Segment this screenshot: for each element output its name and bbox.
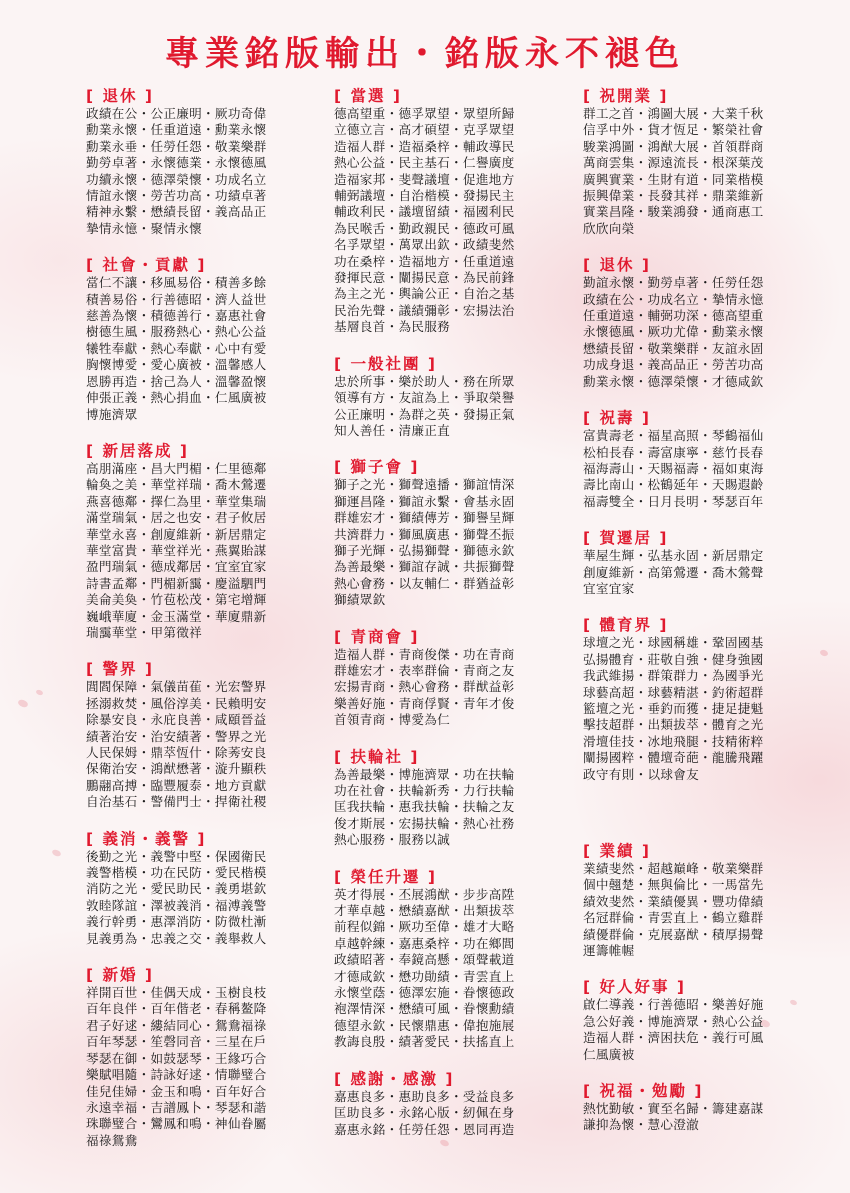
phrase-line: 樂善好施・青商俘賢・青年才俊 — [334, 695, 515, 711]
phrase-line: 教誨良殷・績著愛民・扶搖直上 — [334, 1034, 515, 1050]
phrase-section — [86, 86, 331, 237]
phrase-line: 勳業永懷・德澤榮懷・才德咸欽 — [583, 373, 764, 389]
phrase-line: 領導有方・友誼為上・爭取榮譽 — [334, 390, 515, 406]
phrase-list — [583, 548, 828, 597]
phrase-line: 懋績長留・敬業樂群・友誼永固 — [583, 340, 764, 356]
phrase-line: 運籌帷幄 — [583, 943, 635, 959]
phrase-line: 球藝高超・球藝精湛・釣術超群 — [583, 684, 764, 700]
section-title: [ 義消・義警 ] — [86, 829, 207, 848]
phrase-line: 百年琴瑟・笙磬同音・三星在戶 — [86, 1034, 267, 1050]
phrase-list — [334, 106, 579, 336]
phrase-line: 後勤之光・義警中堅・保國衛民 — [86, 848, 267, 864]
phrase-line: 仁風廣被 — [583, 1046, 635, 1062]
section-title: [ 社會・貢獻 ] — [86, 256, 207, 275]
phrase-section — [583, 841, 828, 959]
phrase-line: 勤誼永懷・勤勞卓著・任勞任怨 — [583, 275, 764, 291]
phrase-line: 任重道遠・輔弼功深・德高望重 — [583, 308, 764, 324]
section-title: [ 體育界 ] — [583, 616, 669, 635]
phrase-line: 人民保姆・鼎萃恆什・除莠安良 — [86, 745, 267, 760]
phrase-section — [334, 867, 579, 1051]
phrase-line: 匡我扶輪・惠我扶輪・扶輪之友 — [334, 799, 515, 815]
phrase-line: 永懷堂蔭・德澤宏施・眷懷德政 — [334, 985, 515, 1001]
phrase-line: 績效斐然・業績優異・豐功偉績 — [583, 893, 764, 909]
phrase-line: 巍峨華廈・金玉滿堂・華廈鼎新 — [86, 608, 267, 624]
phrase-line: 匡助良多・永銘心版・紉佩在身 — [334, 1105, 515, 1121]
section-title: [ 新婚 ] — [86, 966, 154, 985]
phrase-line: 敦睦隊誼・澤被義消・福溥義警 — [86, 897, 267, 913]
section-title: [ 警界 ] — [86, 660, 154, 679]
phrase-line: 珠聯璧合・鸞鳳和鳴・神仙眷屬 — [86, 1116, 267, 1132]
phrase-line: 華堂富貴・華堂祥光・燕翼貽謀 — [86, 542, 267, 558]
phrase-line: 政績在公・功成名立・摯情永憶 — [583, 291, 764, 307]
phrase-line: 壽比南山・松鶴延年・天賜遐齡 — [583, 477, 764, 493]
phrase-list — [334, 647, 579, 729]
phrase-line: 熱心公益・民主基石・仁譽廣度 — [334, 155, 515, 171]
phrase-line: 滿堂瑞氣・居之也安・君子攸居 — [86, 510, 267, 526]
phrase-line: 嘉惠良多・惠助良多・受益良多 — [334, 1088, 515, 1104]
phrase-line: 為善最樂・博施濟眾・功在扶輪 — [334, 766, 515, 782]
phrase-line: 自治基石・警備門士・捍衛社稷 — [86, 794, 267, 810]
phrase-line: 政守有則・以球會友 — [583, 766, 700, 782]
phrase-list — [583, 635, 828, 783]
phrase-line: 當仁不讓・移風易俗・積善多餘 — [86, 275, 267, 291]
section-title: [ 一般社團 ] — [334, 354, 437, 373]
phrase-line: 德望永欽・民懷鼎惠・偉抱施展 — [334, 1017, 515, 1033]
phrase-line: 立德立言・高才碩望・克孚眾望 — [334, 122, 515, 138]
phrase-section — [334, 1069, 579, 1138]
phrase-section — [583, 255, 828, 390]
phrase-line: 造福人群・濟困扶危・義行可風 — [583, 1030, 764, 1046]
section-title: [ 好人好事 ] — [583, 978, 686, 997]
section-title: [ 感謝・感激 ] — [334, 1069, 455, 1088]
section-title: [ 退休 ] — [583, 256, 651, 275]
phrase-line: 群雄宏才・獅績傳芳・獅譽呈輝 — [334, 510, 515, 526]
phrase-line: 功在桑梓・造福地方・任重道遠 — [334, 253, 515, 269]
section-title: [ 新居落成 ] — [86, 441, 189, 460]
phrase-line: 名冠群倫・青雲直上・鶴立雞群 — [583, 910, 764, 926]
phrase-line: 籃壇之光・垂釣而獲・捷足捷魁 — [583, 700, 764, 716]
phrase-line: 祥開百世・佳偶天成・玉樹良枝 — [86, 985, 267, 1001]
phrase-line: 急公好義・博施濟眾・熱心公益 — [583, 1013, 764, 1029]
phrase-line: 德高望重・德孚眾望・眾望所歸 — [334, 106, 515, 121]
phrase-line: 高朋滿座・昌大門楣・仁里德鄰 — [86, 460, 267, 476]
phrase-line: 熱心會務・以友輔仁・群猶益彰 — [334, 575, 515, 591]
phrase-line: 輪奐之美・華堂祥瑞・喬木鶯遷 — [86, 477, 267, 493]
phrase-line: 樂賦唱隨・詩詠好逑・情聯璧合 — [86, 1067, 267, 1083]
phrase-line: 獅子之光・獅聲遠播・獅誼情深 — [334, 477, 515, 493]
phrase-line: 袍澤情深・懋績可風・眷懷勳績 — [334, 1001, 515, 1017]
phrase-line: 松柏長春・壽富康寧・慈竹長春 — [583, 444, 764, 460]
phrase-line: 積善易俗・行善德昭・濟人益世 — [86, 291, 267, 307]
phrase-line: 情誼永懷・勞苦功高・功績卓著 — [86, 188, 267, 204]
phrase-section — [334, 354, 579, 440]
phrase-list — [86, 679, 331, 810]
phrase-line: 熱心服務・服務以誠 — [334, 832, 451, 848]
phrase-line: 富貴壽老・福星高照・琴鶴福仙 — [583, 428, 764, 444]
phrase-line: 我武維揚・群策群力・為國爭光 — [583, 668, 764, 684]
phrase-line: 華屋生輝・弘基永固・新居鼎定 — [583, 548, 764, 564]
phrase-line: 閭閻保障・氣儀苗萑・光宏警界 — [86, 679, 267, 695]
column-middle — [334, 86, 579, 1156]
phrase-line: 美侖美奐・竹苞松茂・第宅增輝 — [86, 592, 267, 608]
phrase-line: 永遠幸福・吉譜鳳卜・琴瑟和諧 — [86, 1099, 267, 1115]
phrase-line: 共濟群力・獅風廣惠・獅聲丕振 — [334, 526, 515, 542]
column-right — [583, 86, 828, 1152]
phrase-list — [86, 275, 331, 423]
phrase-line: 慈善為懷・積德善行・嘉惠社會 — [86, 308, 267, 324]
phrase-line: 知人善任・清廉正直 — [334, 422, 451, 438]
phrase-line: 消防之光・愛民助民・義勇堪欽 — [86, 881, 267, 897]
phrase-line: 佳兒佳婦・金玉和鳴・百年好合 — [86, 1083, 267, 1099]
phrase-section — [583, 1081, 828, 1134]
phrase-line: 球壇之光・球國稱雄・鞏固國基 — [583, 635, 764, 651]
phrase-line: 謙抑為懷・慧心澄澈 — [583, 1117, 700, 1133]
phrase-line: 嘉惠永銘・任勞任怨・恩同再造 — [334, 1121, 515, 1137]
section-title: [ 榮任升遷 ] — [334, 867, 437, 886]
phrase-list — [334, 374, 579, 440]
phrase-line: 名孚眾望・萬眾出欽・政績斐然 — [334, 237, 515, 253]
phrase-section — [86, 441, 331, 641]
phrase-section — [334, 747, 579, 849]
phrase-line: 滑壇佳技・冰地飛腿・技精術粹 — [583, 733, 764, 749]
phrase-line: 燕喜德鄰・擇仁為里・華堂集瑞 — [86, 493, 267, 509]
phrase-line: 博施濟眾 — [86, 406, 138, 422]
phrase-section — [86, 255, 331, 423]
phrase-line: 拯溺救焚・風俗淳美・民賴明安 — [86, 695, 267, 711]
phrase-line: 群雄宏才・表率群倫・青商之友 — [334, 662, 515, 678]
phrase-section — [583, 977, 828, 1063]
phrase-line: 實業昌隆・駿業鴻發・通商惠工 — [583, 204, 764, 220]
phrase-line: 宏揚青商・熱心會務・群猷益彰 — [334, 679, 515, 695]
phrase-list — [583, 428, 828, 510]
phrase-line: 業績斐然・超越巔峰・敬業樂群 — [583, 861, 764, 876]
phrase-line: 伸張正義・熱心捐血・仁風廣被 — [86, 390, 267, 406]
phrase-line: 忠於所事・樂於助人・務在所眾 — [334, 373, 515, 389]
phrase-section — [583, 408, 828, 510]
phrase-section — [583, 528, 828, 597]
section-title: [ 扶輪社 ] — [334, 747, 420, 766]
section-title: [ 賀遷居 ] — [583, 529, 669, 548]
phrase-line: 熱忱勤敏・實至名歸・籌建嘉謀 — [583, 1101, 764, 1117]
phrase-line: 功成身退・義高品正・勞苦功高 — [583, 357, 764, 373]
phrase-line: 政績昭著・奉鏡高懸・頌聲載道 — [334, 952, 515, 968]
phrase-line: 才華卓越・懋績嘉猷・出類拔萃 — [334, 903, 515, 919]
phrase-line: 胸懷博愛・愛心廣被・溫馨感人 — [86, 357, 267, 373]
phrase-line: 宜室宜家 — [583, 580, 635, 596]
phrase-section — [583, 86, 828, 237]
phrase-line: 為善最樂・獅誼存誠・共振獅聲 — [334, 559, 515, 575]
phrase-line: 創廈維新・高第鶯遷・喬木鶯聲 — [583, 564, 764, 580]
section-title: [ 祝開業 ] — [583, 87, 669, 105]
phrase-line: 發揮民意・闡揚民意・為民前鋒 — [334, 270, 515, 286]
phrase-line: 輔弼議壇・自治楷模・發揚民主 — [334, 188, 515, 204]
phrase-line: 為民喉舌・勤政親民・德政可風 — [334, 220, 515, 236]
phrase-list — [583, 106, 828, 237]
phrase-line: 首領青商・博愛為仁 — [334, 712, 451, 728]
phrase-list — [86, 461, 331, 641]
phrase-list — [583, 275, 828, 390]
phrase-line: 犧牲奉獻・熱心奉獻・心中有愛 — [86, 340, 267, 356]
phrase-line: 才德咸欽・懋功勛績・青雲直上 — [334, 968, 515, 984]
phrase-line: 福祿鴛鴦 — [86, 1132, 138, 1148]
phrase-line: 績著治安・治安績著・警界之光 — [86, 728, 267, 744]
phrase-line: 公正廉明・為群之英・發揚正氣 — [334, 406, 515, 422]
phrase-line: 造福家邦・斐聲議壇・促進地方 — [334, 171, 515, 187]
phrase-line: 琴瑟在御・如鼓瑟琴・王緣巧合 — [86, 1050, 267, 1066]
phrase-line: 造福人群・造福桑梓・輔政導民 — [334, 138, 515, 154]
phrase-list — [583, 997, 828, 1063]
phrase-list — [86, 849, 331, 947]
column-left — [86, 86, 331, 1167]
phrase-line: 卓越幹練・嘉惠桑梓・功在鄉閭 — [334, 935, 515, 951]
phrase-line: 保衛治安・鴻猷懋著・漩升顯秩 — [86, 761, 267, 777]
phrase-line: 造福人群・青商俊傑・功在青商 — [334, 646, 515, 662]
section-title: [ 業績 ] — [583, 842, 651, 860]
phrase-line: 勳業永懷・任重道遠・勳業永懷 — [86, 122, 267, 138]
phrase-line: 鵬翮高搏・臨豐履泰・地方貢獻 — [86, 777, 267, 793]
phrase-line: 基層良首・為民服務 — [334, 319, 451, 335]
phrase-line: 獅子光輝・弘揚獅聲・獅德永欽 — [334, 542, 515, 558]
phrase-list — [334, 887, 579, 1051]
phrase-line: 永懷德風・厥功尤偉・勳業永懷 — [583, 324, 764, 340]
phrase-line: 駿業鴻圖・鴻猷大展・首領群商 — [583, 138, 764, 154]
phrase-list — [334, 767, 579, 849]
phrase-line: 功在社會・扶輪新秀・力行扶輪 — [334, 783, 515, 798]
phrase-line: 為主之光・輿論公正・自治之基 — [334, 286, 515, 302]
section-title: [ 青商會 ] — [334, 627, 420, 646]
phrase-line: 盈門瑞氣・德成鄰居・宜室宜家 — [86, 559, 267, 575]
section-title: [ 獅子會 ] — [334, 458, 420, 477]
phrase-list — [583, 1101, 828, 1134]
phrase-line: 樹德生風・服務熱心・熱心公益 — [86, 324, 267, 340]
phrase-line: 群工之首・鴻圖大展・大業千秋 — [583, 106, 764, 121]
phrase-line: 欣欣向榮 — [583, 220, 635, 236]
phrase-line: 績優群倫・克展嘉猷・積厚揚聲 — [583, 926, 764, 942]
decorative-petal — [35, 688, 44, 696]
phrase-line: 義行幹勇・惠澤消防・防微杜漸 — [86, 914, 267, 930]
phrase-section — [86, 829, 331, 947]
phrase-list — [334, 1089, 579, 1138]
phrase-line: 啟仁導義・行善德昭・樂善好施 — [583, 997, 764, 1013]
phrase-section — [86, 659, 331, 810]
phrase-line: 勤勞卓著・永懷德業・永懷德風 — [86, 155, 267, 171]
phrase-line: 摯情永憶・聚情永懷 — [86, 220, 203, 236]
phrase-line: 義警楷模・功在民防・愛民楷模 — [86, 865, 267, 881]
phrase-line: 廣興實業・生財有道・同業楷模 — [583, 171, 764, 187]
phrase-line: 勳業永垂・任勞任怨・敬業樂群 — [86, 138, 267, 154]
phrase-list — [334, 477, 579, 608]
phrase-line: 見義勇為・忠義之交・義舉救人 — [86, 930, 267, 946]
phrase-line: 弘揚體育・莊敬自強・健身強國 — [583, 651, 764, 667]
phrase-line: 精神永繫・懋績長留・義高品正 — [86, 204, 267, 220]
phrase-line: 信孚中外・貨才恆足・繁榮社會 — [583, 122, 764, 138]
phrase-line: 除暴安良・永庇良善・咸頤晉益 — [86, 712, 267, 728]
phrase-list — [86, 106, 331, 237]
phrase-line: 詩書孟鄰・門楣新靄・慶溢駟門 — [86, 575, 267, 591]
phrase-line: 瑞靄華堂・甲第徵祥 — [86, 624, 203, 640]
decorative-petal — [17, 698, 29, 709]
section-title: [ 當選 ] — [334, 87, 402, 105]
phrase-section — [334, 86, 579, 336]
section-title: [ 祝福・勉勵 ] — [583, 1082, 704, 1101]
phrase-list — [86, 985, 331, 1149]
phrase-line: 功續永懷・德澤榮懷・功成名立 — [86, 171, 267, 187]
phrase-line: 振興偉業・長發其祥・鼎業維新 — [583, 188, 764, 204]
phrase-line: 政績在公・公正廉明・厥功奇偉 — [86, 106, 267, 121]
phrase-line: 個中翹楚・無與倫比・一馬當先 — [583, 877, 764, 893]
phrase-section — [334, 627, 579, 729]
phrase-line: 福海壽山・天賜福壽・福如東海 — [583, 460, 764, 476]
phrase-line: 恩勝再造・捨己為人・溫馨盈懷 — [86, 373, 267, 389]
phrase-line: 民治先聲・議績彌彰・宏揚法治 — [334, 302, 515, 318]
phrase-line: 萬商雲集・源遠流長・根深葉茂 — [583, 155, 764, 171]
section-title: [ 祝壽 ] — [583, 409, 651, 428]
phrase-line: 福壽雙全・日月長明・琴瑟百年 — [583, 493, 764, 509]
phrase-list — [583, 861, 828, 959]
phrase-line: 輔政利民・議壇留績・福國利民 — [334, 204, 515, 220]
phrase-line: 俊才斯展・宏揚扶輪・熱心社務 — [334, 815, 515, 831]
phrase-line: 華堂永喜・創廈維新・新居鼎定 — [86, 526, 267, 542]
phrase-line: 擊技超群・出類拔萃・體育之光 — [583, 717, 764, 733]
decorative-petal — [51, 848, 62, 858]
phrase-line: 前程似錦・厥功至偉・雄才大略 — [334, 919, 515, 935]
section-title: [ 退休 ] — [86, 87, 154, 105]
phrase-line: 獅運昌隆・獅誼永繫・會基永固 — [334, 493, 515, 509]
phrase-section — [583, 615, 828, 783]
phrase-line: 英才得展・丕展鴻猷・步步高陞 — [334, 886, 515, 902]
phrase-line: 闡揚國粹・體壇奇葩・龍騰飛躍 — [583, 750, 764, 766]
phrase-section — [86, 965, 331, 1149]
phrase-section — [334, 457, 579, 608]
phrase-line: 百年良伴・百年偕老・春稱鳌降 — [86, 1001, 267, 1017]
phrase-line: 君子好逑・縷結同心・鴛鴦福祿 — [86, 1017, 267, 1033]
phrase-line: 獅績眾欽 — [334, 592, 386, 608]
page-title: 專業銘版輸出・銘版永不褪色 — [165, 34, 685, 74]
